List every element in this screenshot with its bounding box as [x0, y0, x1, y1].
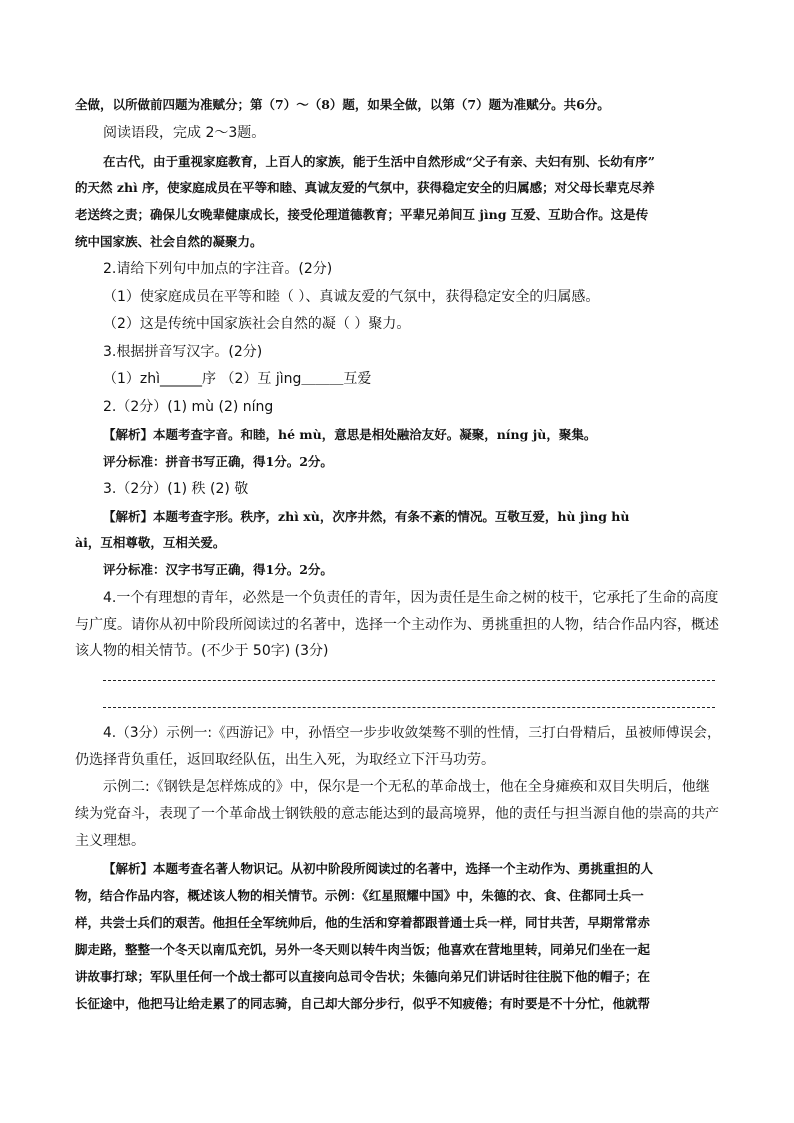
analysis-4-cont: 物，结合作品内容，概述该人物的相关情节。示例：《红星照耀中国》中，朱德的衣、食、住都同士兵一 — [75, 888, 644, 903]
analysis-4: 【解析】本题考查名著人物识记。从初中阶段所阅读过的名著中，选择一个主动作为、勇挑重担的人 — [103, 861, 654, 876]
question-4-line: 该人物的相关情节。(不少于 50字) (3分) — [75, 643, 329, 659]
question-3-items: （1）zhì______序 （2）互 jìng＿＿＿互爱 — [103, 371, 372, 387]
question-2: 2.请给下列句中加点的字注音。(2分) — [103, 261, 333, 277]
answer-blank-line — [103, 707, 715, 708]
passage-line: 老送终之责；确保儿女晚辈健康成长，接受伦理道德教育；平辈兄弟间互 jìng 互爱、互助合作。这是传 — [75, 207, 649, 222]
passage-line: 在古代，由于重视家庭教育，上百人的家族，能于生活中自然形成“父子有亲、夫妇有别、长幼有序” — [103, 154, 655, 169]
analysis-4-cont: 讲故事打球；军队里任何一个战士都可以直接向总司令告状；朱德向弟兄们讲话时往往脱下他的帽子；在 — [75, 969, 651, 984]
answer-4-example-2: 示例二:《钢铁是怎样炼成的》中，保尔是一个无私的革命战士，他在全身瘫痪和双目失明后，他继 — [103, 779, 710, 795]
analysis-4-cont: 样，共尝士兵们的艰苦。他担任全军统帅后，他的生活和穿着都跟普通士兵一样，同甘共苦，早期常常赤 — [75, 915, 651, 930]
analysis-4-cont: 长征途中，他把马让给走累了的同志骑，自己却大部分步行，似乎不知疲倦；有时要是不十分忙，他就帮 — [75, 996, 651, 1011]
answer-4-example-1-cont: 仍选择背负重任，返回取经队伍，出生入死，为取经立下汗马功劳。 — [75, 752, 495, 768]
analysis-3: 【解析】本题考查字形。秩序，zhì xù，次序井然，有条不紊的情况。互敬互爱，hù jìng hù — [103, 509, 630, 524]
answer-blank-line — [103, 680, 715, 681]
question-2-item-2: （2）这是传统中国家族社会自然的凝（ ）聚力。 — [103, 316, 411, 332]
answer-4-example-2-cont: 续为党奋斗，表现了一个革命战士钢铁般的意志能达到的最高境界，他的责任与担当源自他的崇高的共产 — [75, 806, 719, 822]
passage-instruction: 阅读语段，完成 2～3题。 — [103, 125, 266, 141]
answer-3: 3.（2分）(1) 秩 (2) 敬 — [103, 481, 249, 497]
question-4: 4.一个有理想的青年，必然是一个负责任的青年，因为责任是生命之树的枝干，它承托了生命的高度 — [103, 590, 719, 606]
answer-4-example-1: 4.（3分）示例一:《西游记》中，孙悟空一步步收敛桀骜不驯的性情，三打白骨精后，虽被师傅误会， — [103, 725, 721, 741]
passage-line: 统中国家族、社会自然的凝聚力。 — [75, 234, 263, 249]
analysis-3-cont: ài，互相尊敬，互相关爱。 — [75, 535, 226, 550]
scoring-3: 评分标准：汉字书写正确，得1分。2分。 — [103, 562, 333, 577]
answer-2: 2.（2分）(1) mù (2) níng — [103, 399, 274, 415]
passage-line: 的天然 zhì 序，使家庭成员在平等和睦、真诚友爱的气氛中，获得稳定安全的归属感；对父母长辈克尽养 — [75, 180, 655, 195]
analysis-2: 【解析】本题考查字音。和睦，hé mù，意思是相处融洽友好。凝聚，níng jù，聚集。 — [103, 427, 597, 442]
question-4-line: 与广度。请你从初中阶段所阅读过的名著中，选择一个主动作为、勇挑重担的人物，结合作品内容，概述 — [75, 617, 719, 633]
text-line: 全做，以所做前四题为准赋分；第（7）～（8）题，如果全做，以第（7）题为准赋分。共6分。 — [75, 97, 610, 112]
answer-4-example-2-cont: 主义理想。 — [75, 833, 145, 849]
question-3: 3.根据拼音写汉字。(2分) — [103, 344, 263, 360]
question-2-item-1: （1）使家庭成员在平等和睦（ ）、真诚友爱的气氛中，获得稳定安全的归属感。 — [103, 289, 600, 305]
analysis-4-cont: 脚走路，整整一个冬天以南瓜充饥，另外一冬天则以转牛肉当饭；他喜欢在营地里转，同弟兄们坐在一起 — [75, 942, 651, 957]
scoring-2: 评分标准：拼音书写正确，得1分。2分。 — [103, 454, 333, 469]
